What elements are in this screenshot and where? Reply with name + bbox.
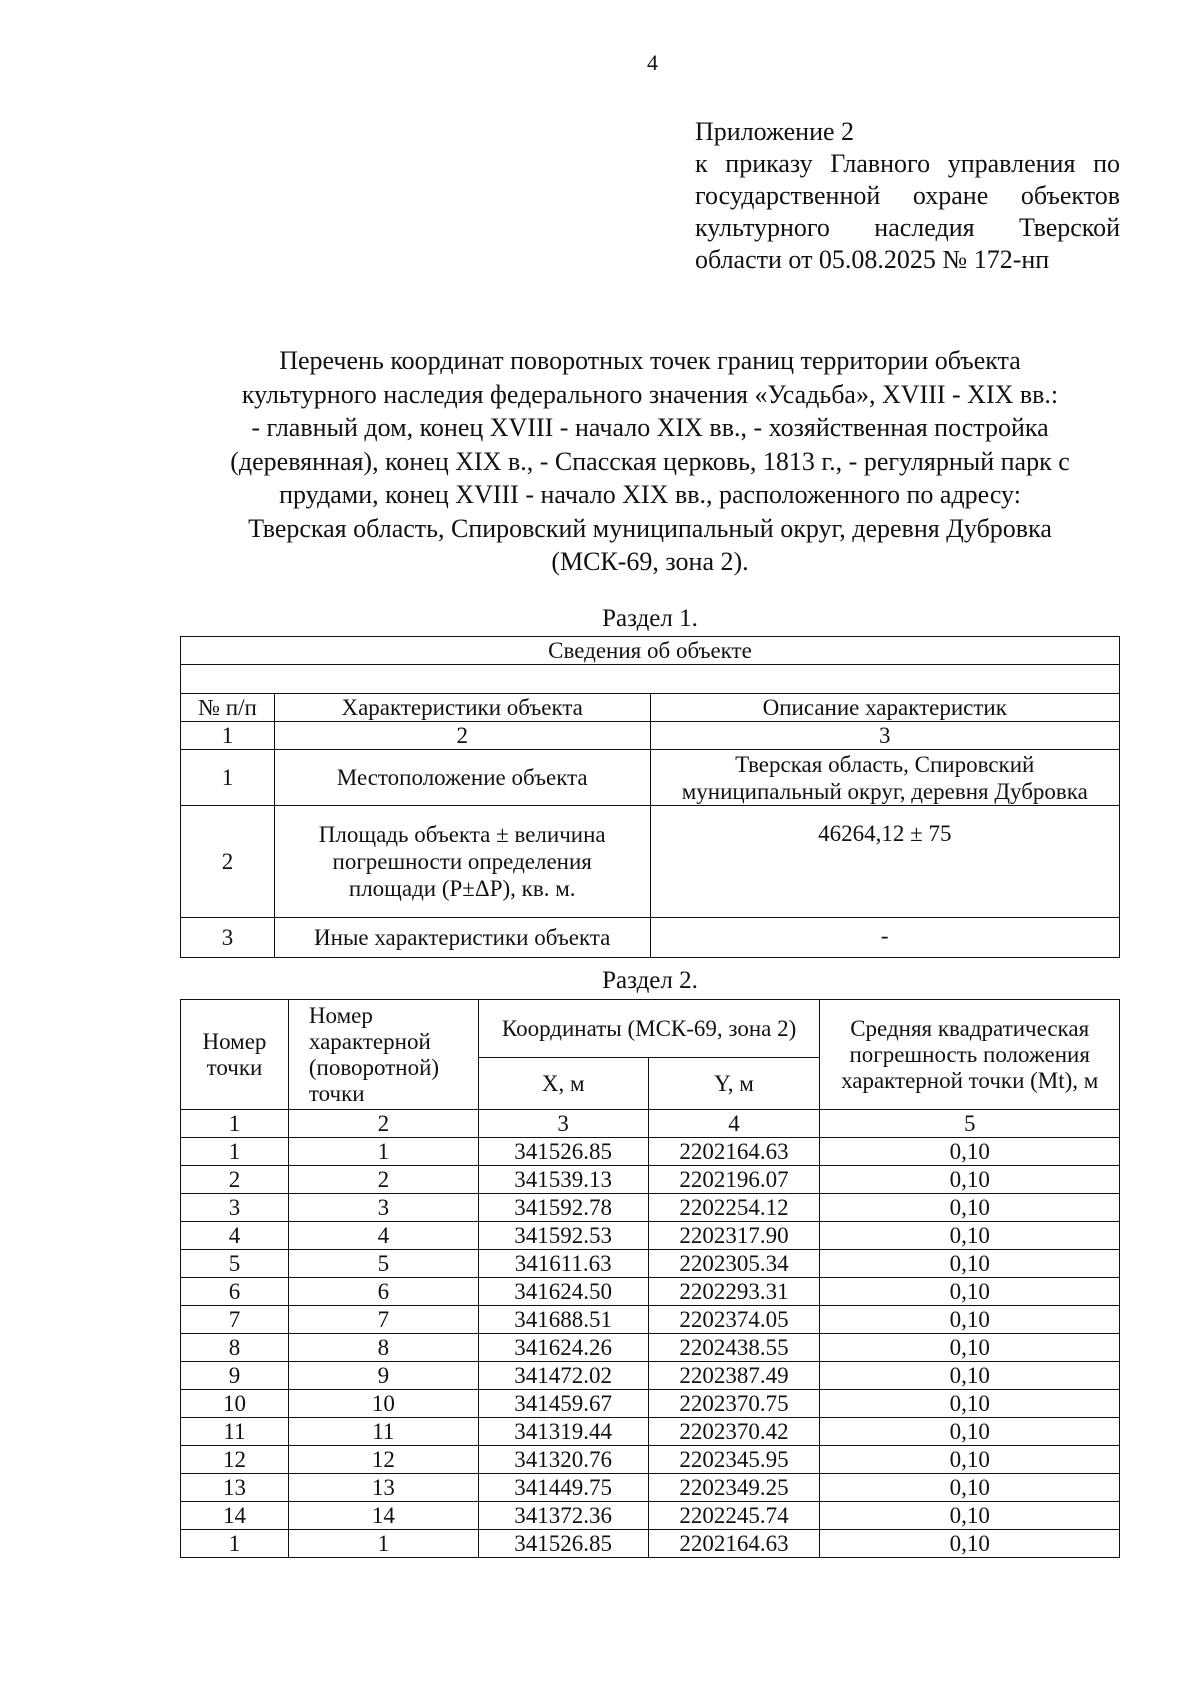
cell-char-point: 1 [288, 1138, 478, 1166]
cell-x: 341688.51 [478, 1306, 648, 1334]
column-header: Характеристики объекта [274, 694, 650, 722]
object-info-table [180, 636, 1120, 958]
column-header: Описание характеристик [650, 694, 1119, 722]
cell-point: 11 [181, 1418, 289, 1446]
cell-point: 12 [181, 1446, 289, 1474]
characteristic-value: Тверская область, Спировский муниципальный округ, деревня Дубровка [650, 750, 1119, 806]
table-row [181, 1250, 1120, 1278]
cell-point: 4 [181, 1222, 289, 1250]
cell-x: 341611.63 [478, 1250, 648, 1278]
cell-x: 341319.44 [478, 1418, 648, 1446]
column-number: 2 [274, 722, 650, 750]
cell-error: 0,10 [820, 1194, 1120, 1222]
cell-y: 2202370.75 [648, 1390, 820, 1418]
cell-char-point: 12 [288, 1446, 478, 1474]
cell-point: 14 [181, 1502, 289, 1530]
table-row [181, 1194, 1120, 1222]
column-number: 2 [288, 1110, 478, 1138]
cell-error: 0,10 [820, 1446, 1120, 1474]
cell-error: 0,10 [820, 1306, 1120, 1334]
cell-point: 5 [181, 1250, 289, 1278]
cell-char-point: 9 [288, 1362, 478, 1390]
section2-caption: Раздел 2. [602, 967, 698, 994]
cell-error: 0,10 [820, 1418, 1120, 1446]
cell-error: 0,10 [820, 1502, 1120, 1530]
appendix-block [695, 116, 1120, 276]
cell-y: 2202374.05 [648, 1306, 820, 1334]
cell-error: 0,10 [820, 1222, 1120, 1250]
title-line: Перечень координат поворотных точек границ территории объекта [279, 346, 1021, 375]
cell-char-point: 7 [288, 1306, 478, 1334]
table-row [181, 1362, 1120, 1390]
appendix-line: культурного наследия Тверской [695, 213, 1120, 242]
table-row [181, 1166, 1120, 1194]
title-line: прудами, конец XVIII - начало XIX вв., расположенного по адресу: [279, 480, 1021, 509]
cell-char-point: 3 [288, 1194, 478, 1222]
table-row [181, 1390, 1120, 1418]
cell-error: 0,10 [820, 1530, 1120, 1558]
table-row [181, 1502, 1120, 1530]
header-coordinates: Координаты (МСК-69, зона 2) [478, 1000, 820, 1058]
table-row [181, 1334, 1120, 1362]
cell-x: 341624.50 [478, 1278, 648, 1306]
empty-row [181, 665, 1120, 694]
section1-caption: Раздел 1. [602, 605, 698, 632]
table-row [181, 1278, 1120, 1306]
column-number: 3 [478, 1110, 648, 1138]
cell-char-point: 11 [288, 1418, 478, 1446]
characteristic-name: Иные характеристики объекта [274, 918, 650, 958]
characteristic-value: 46264,12 ± 75 [650, 806, 1119, 918]
cell-x: 341624.26 [478, 1334, 648, 1362]
cell-y: 2202254.12 [648, 1194, 820, 1222]
cell-x: 341526.85 [478, 1138, 648, 1166]
cell-x: 341526.85 [478, 1530, 648, 1558]
appendix-line: области от 05.08.2025 № 172-нп [695, 245, 1050, 274]
cell-y: 2202317.90 [648, 1222, 820, 1250]
object-info-heading: Сведения об объекте [181, 637, 1120, 665]
cell-y: 2202164.63 [648, 1138, 820, 1166]
cell-x: 341449.75 [478, 1474, 648, 1502]
table-row [181, 1138, 1120, 1166]
cell-char-point: 10 [288, 1390, 478, 1418]
cell-y: 2202245.74 [648, 1502, 820, 1530]
table-row [181, 1418, 1120, 1446]
column-number: 5 [820, 1110, 1120, 1138]
title-line: культурного наследия федерального значения «Усадьба», XVIII - XIX вв.: [241, 379, 1059, 409]
appendix-line: государственной охране объектов [695, 181, 1120, 210]
cell-y: 2202305.34 [648, 1250, 820, 1278]
cell-x: 341539.13 [478, 1166, 648, 1194]
cell-error: 0,10 [820, 1474, 1120, 1502]
column-number: 4 [648, 1110, 820, 1138]
cell-y: 2202387.49 [648, 1362, 820, 1390]
header-characteristic-point: Номер характерной (поворотной) точки [288, 1000, 478, 1110]
cell-char-point: 2 [288, 1166, 478, 1194]
document-title [150, 344, 1150, 579]
title-line: - главный дом, конец XVIII - начало XIX вв., - хозяйственная постройка [251, 413, 1049, 442]
cell-point: 6 [181, 1278, 289, 1306]
column-header: № п/п [181, 694, 275, 722]
row-number: 2 [181, 806, 275, 918]
cell-char-point: 4 [288, 1222, 478, 1250]
cell-error: 0,10 [820, 1390, 1120, 1418]
table-row [181, 1222, 1120, 1250]
cell-x: 341459.67 [478, 1390, 648, 1418]
cell-char-point: 1 [288, 1530, 478, 1558]
table-row [181, 1474, 1120, 1502]
column-number: 1 [181, 1110, 289, 1138]
table-row [181, 1446, 1120, 1474]
cell-x: 341472.02 [478, 1362, 648, 1390]
cell-point: 13 [181, 1474, 289, 1502]
cell-error: 0,10 [820, 1334, 1120, 1362]
characteristic-value: - [650, 918, 1119, 958]
table-row [181, 1530, 1120, 1558]
row-number: 1 [181, 750, 275, 806]
cell-char-point: 14 [288, 1502, 478, 1530]
cell-char-point: 8 [288, 1334, 478, 1362]
cell-point: 3 [181, 1194, 289, 1222]
appendix-line: Приложение 2 [695, 117, 855, 146]
characteristic-name: Площадь объекта ± величина погрешности определения площади (P±ΔP), кв. м. [274, 806, 650, 918]
cell-error: 0,10 [820, 1362, 1120, 1390]
header-y: Y, м [648, 1058, 820, 1110]
appendix-line: к приказу Главного управления по [695, 149, 1120, 178]
cell-x: 341592.78 [478, 1194, 648, 1222]
cell-point: 2 [181, 1166, 289, 1194]
cell-x: 341372.36 [478, 1502, 648, 1530]
column-number: 3 [650, 722, 1119, 750]
cell-y: 2202438.55 [648, 1334, 820, 1362]
title-line: (МСК-69, зона 2). [551, 547, 749, 576]
header-point-number: Номер точки [181, 1000, 289, 1110]
title-line: (деревянная), конец XIX в., - Спасская церковь, 1813 г., - регулярный парк с [230, 446, 1070, 476]
cell-char-point: 5 [288, 1250, 478, 1278]
row-number: 3 [181, 918, 275, 958]
table-row [181, 1306, 1120, 1334]
cell-point: 9 [181, 1362, 289, 1390]
cell-error: 0,10 [820, 1250, 1120, 1278]
page-number: 4 [647, 50, 658, 75]
cell-y: 2202196.07 [648, 1166, 820, 1194]
cell-y: 2202293.31 [648, 1278, 820, 1306]
cell-point: 7 [181, 1306, 289, 1334]
header-error: Средняя квадратическая погрешность положения характерной точки (Mt), м [820, 1000, 1120, 1110]
cell-point: 8 [181, 1334, 289, 1362]
cell-x: 341592.53 [478, 1222, 648, 1250]
cell-y: 2202164.63 [648, 1530, 820, 1558]
cell-error: 0,10 [820, 1138, 1120, 1166]
cell-char-point: 13 [288, 1474, 478, 1502]
cell-point: 10 [181, 1390, 289, 1418]
cell-y: 2202345.95 [648, 1446, 820, 1474]
characteristic-name: Местоположение объекта [274, 750, 650, 806]
cell-point: 1 [181, 1530, 289, 1558]
cell-error: 0,10 [820, 1166, 1120, 1194]
cell-x: 341320.76 [478, 1446, 648, 1474]
cell-char-point: 6 [288, 1278, 478, 1306]
cell-y: 2202349.25 [648, 1474, 820, 1502]
title-line: Тверская область, Спировский муниципальный округ, деревня Дубровка [248, 513, 1052, 543]
column-number: 1 [181, 722, 275, 750]
coordinates-table [180, 999, 1120, 1558]
cell-error: 0,10 [820, 1278, 1120, 1306]
cell-y: 2202370.42 [648, 1418, 820, 1446]
header-x: X, м [478, 1058, 648, 1110]
cell-point: 1 [181, 1138, 289, 1166]
